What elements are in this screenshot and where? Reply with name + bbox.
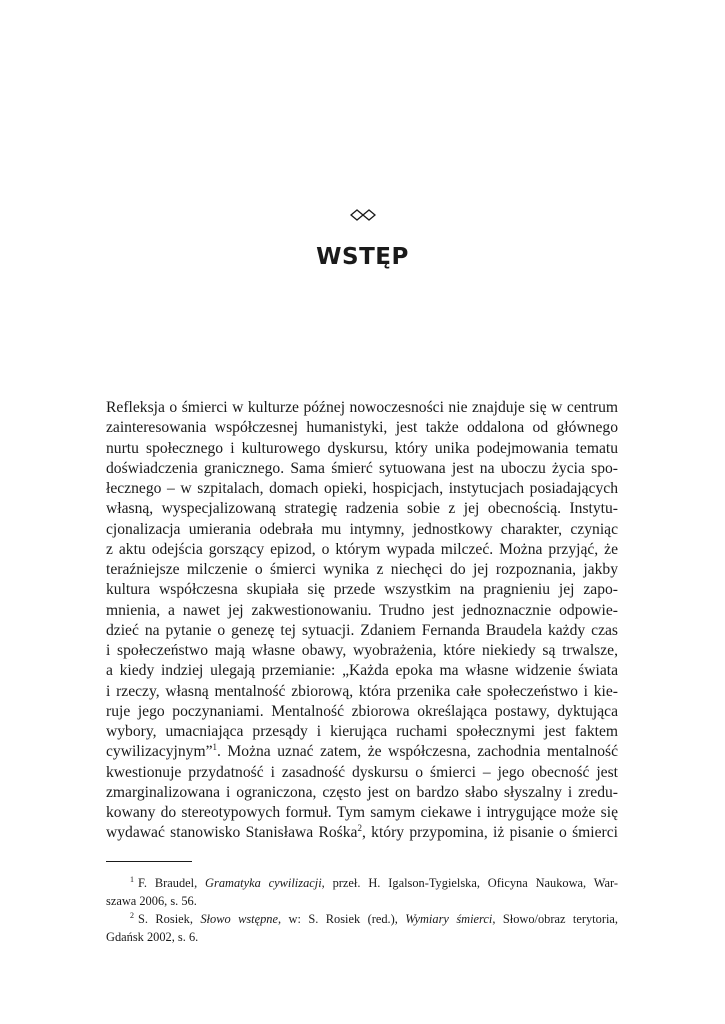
- text-line: Refleksja o śmierci w kulturze późnej nowoczesności nie znajduje się w centrum: [106, 399, 618, 416]
- text-segment: , który przypomina, iż pisanie o śmierci: [361, 824, 619, 842]
- text-line: ruje jego poczynaniami. Mentalność zbiorowa określająca postawy, dyktująca: [106, 702, 618, 720]
- text-line: cjonalizacja umierania odebrała mu intymny, jednostkowy charakter, czyniąc: [106, 520, 618, 538]
- footnote-title: Wymiary śmierci: [405, 912, 493, 926]
- footnote-1: [106, 874, 618, 892]
- footnote-number: 2: [130, 911, 134, 920]
- text-line: łecznego – w szpitalach, domach opieki, hospicjach, instytucjach posiadających: [106, 480, 618, 497]
- footnote-text: , w: S. Rosiek (red.),: [278, 912, 406, 926]
- chapter-title: WSTĘP: [316, 244, 409, 270]
- text-line: z aktu odejścia gorszący epizod, o którym wypada milczeć. Można przyjąć, że: [106, 540, 618, 558]
- double-lozenge-ornament-icon: [0, 208, 725, 226]
- text-line: kwestionuje przydatność i zasadność dyskursu o śmierci – jego obecność jest: [106, 763, 618, 781]
- footnote-title: Słowo wstępne: [200, 912, 278, 926]
- text-line: i społeczeństwo mają własne obawy, wyobrażenia, które niekiedy są trwalsze,: [106, 642, 618, 659]
- text-line: zmarginalizowana i ograniczona, często jest on bardzo słabo słyszalny i zredu-: [106, 783, 618, 801]
- footnote-text: F. Braudel,: [138, 876, 206, 890]
- text-line: kultura współczesna skupiała się przede wszystkim na pragnieniu jej zapo-: [106, 581, 618, 599]
- footnote-divider: [106, 861, 192, 862]
- text-line: zainteresowania współczesnej humanistyki, jest także oddalona od głównego: [106, 419, 618, 437]
- footnotes: [106, 874, 618, 946]
- text-line: a kiedy indziej ulegają przemianie: „Każda epoka ma własne widzenie świata: [106, 662, 618, 680]
- footnote-ref-2[interactable]: 2: [357, 823, 362, 834]
- footnote-1-continued: szawa 2006, s. 56.: [106, 894, 197, 908]
- text-line: nurtu społecznego i kulturowego dyskursu, który unika podejmowania tematu: [106, 439, 618, 457]
- text-segment: wydawać stanowisko Stanisława Rośka: [106, 824, 358, 842]
- text-segment: cywilizacyjnym”: [106, 743, 213, 761]
- text-line: i rzeczy, własną mentalność zbiorową, która przenika całe społeczeństwo i kie-: [106, 682, 618, 700]
- footnote-text: , Słowo/obraz terytoria,: [492, 912, 618, 926]
- text-line: [106, 742, 618, 762]
- footnote-text: , przeł. H. Igalson-Tygielska, Oficyna Naukowa, War-: [321, 876, 618, 890]
- text-line: dzieć na pytanie o genezę tej sytuacji. Zdaniem Fernanda Braudela każdy czas: [106, 621, 618, 639]
- footnote-title: Gramatyka cywilizacji: [205, 876, 322, 890]
- text-line: teraźniejsze milczenie o śmierci wynika z niechęci do jej rozpoznania, jakby: [106, 561, 618, 578]
- text-line: własną, wyspecjalizowaną strategię radzenia sobie z jej obecnością. Instytu-: [106, 500, 618, 518]
- text-line: [106, 823, 618, 843]
- footnote-2: [106, 910, 618, 928]
- text-line: doświadczenia granicznego. Sama śmierć sytuowana jest na uboczu życia spo-: [106, 459, 618, 477]
- text-line: kowany do stereotypowych formuł. Tym samym ciekawe i intrygujące może się: [106, 804, 618, 821]
- text-segment: . Można uznać zatem, że współczesna, zachodnia mentalność: [217, 743, 618, 761]
- footnote-ref-1[interactable]: 1: [212, 742, 218, 753]
- footnote-number: 1: [130, 875, 134, 884]
- footnote-text: S. Rosiek,: [138, 912, 201, 926]
- text-line: mnienia, a nawet jej zakwestionowaniu. Trudno jest jednoznacznie odpowie-: [106, 601, 618, 619]
- body-text: [106, 398, 618, 844]
- text-line: wybory, umacniająca przesądy i kierująca ruchami społecznymi jest faktem: [106, 723, 618, 740]
- footnote-2-continued: Gdańsk 2002, s. 6.: [106, 930, 199, 944]
